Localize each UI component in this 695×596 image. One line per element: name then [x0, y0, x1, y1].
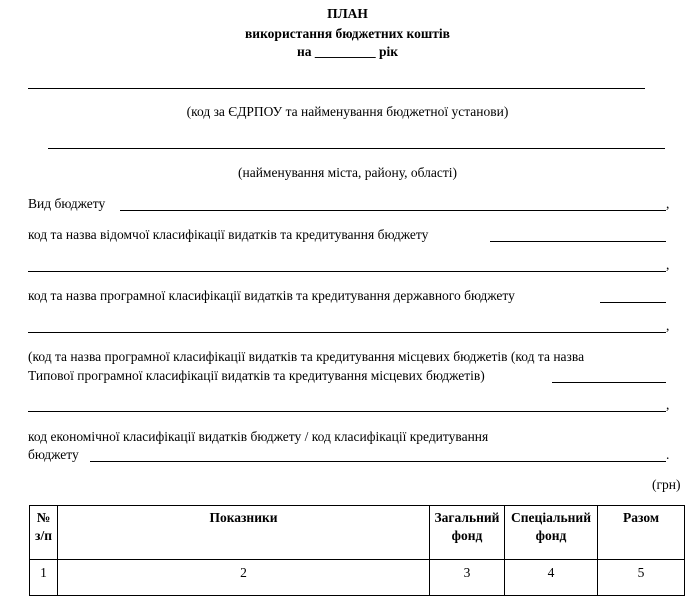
table-cell: 2 [58, 560, 430, 596]
header-special-fund: Спеціальний фонд [505, 506, 598, 560]
program-local-label-line2: Типової програмної класифікації видатків та кредитування місцевих бюджетів) [28, 368, 485, 383]
period-mark: . [666, 447, 670, 462]
plan-table [29, 505, 685, 596]
location-caption: (найменування міста, району, області) [238, 165, 457, 180]
institution-caption: (код за ЄДРПОУ та найменування бюджетної установи) [186, 104, 509, 119]
table-cell: 3 [430, 560, 505, 596]
comma-mark: , [666, 397, 670, 412]
year-line [0, 44, 695, 60]
departmental-blank-line[interactable] [490, 241, 666, 242]
economic-label-line2: бюджету [28, 447, 79, 462]
header-general-fund: Загальний фонд [430, 506, 505, 560]
program-state-label: код та назва програмної класифікації видатків та кредитування державного бюджету [28, 288, 515, 303]
header-total: Разом [598, 506, 685, 560]
header-number: № з/п [30, 506, 58, 560]
departmental-blank-line-2[interactable] [28, 271, 666, 272]
economic-label-line1: код економічної класифікації видатків бюджету / код класифікації кредитування [28, 429, 489, 444]
currency-label: (грн) [652, 477, 681, 492]
budget-type-blank-line[interactable] [120, 210, 666, 211]
document-title: ПЛАН [327, 6, 368, 21]
header-indicators: Показники [58, 506, 430, 560]
year-blank[interactable]: _________ [314, 44, 376, 59]
program-local-label-line1: (код та назва програмної класифікації видатків та кредитування місцевих бюджетів (код та назва [28, 349, 585, 364]
comma-mark: , [666, 318, 670, 333]
year-suffix: рік [378, 44, 399, 59]
table-cell: 5 [598, 560, 685, 596]
comma-mark: , [666, 196, 670, 211]
table-row [30, 560, 685, 596]
program-local-blank-line[interactable] [552, 382, 666, 383]
institution-blank-line[interactable] [28, 88, 645, 89]
table-cell: 4 [505, 560, 598, 596]
program-local-blank-line-2[interactable] [28, 411, 666, 412]
comma-mark: , [666, 257, 670, 272]
economic-blank-line[interactable] [90, 461, 666, 462]
budget-type-label: Вид бюджету [28, 196, 106, 211]
year-prefix: на [296, 44, 312, 59]
document-subtitle: використання бюджетних коштів [245, 26, 450, 41]
departmental-label: код та назва відомчої класифікації видатків та кредитування бюджету [28, 227, 429, 242]
program-state-blank-line[interactable] [600, 302, 666, 303]
program-state-blank-line-2[interactable] [28, 332, 666, 333]
table-cell: 1 [30, 560, 58, 596]
location-blank-line[interactable] [48, 148, 665, 149]
table-header-row [30, 506, 685, 560]
